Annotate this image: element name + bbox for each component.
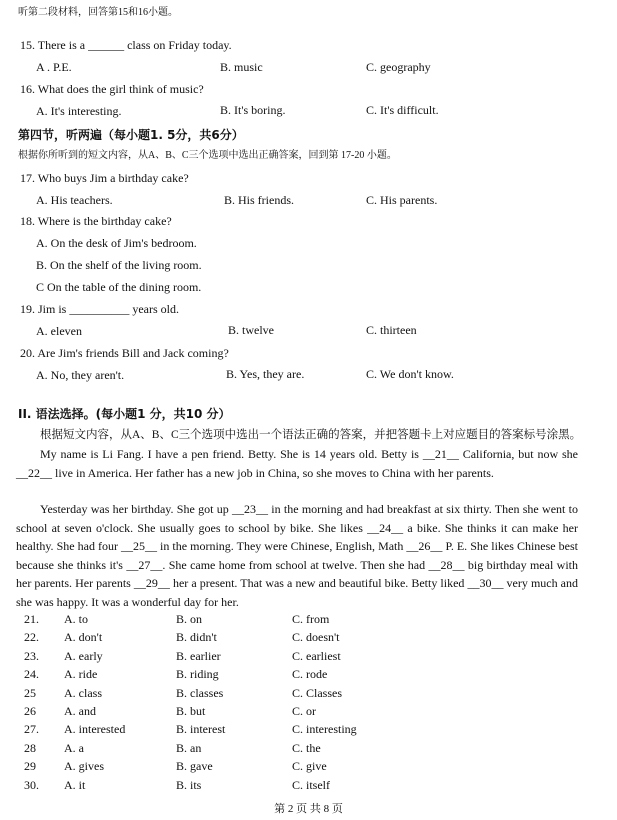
- grammar-instructions: 根据短文内容，从A、B、C三个选项中选出一个语法正确的答案，并把答题卡上对应题目的答案标号涂黑。: [40, 429, 582, 441]
- q20-option-c: C. We don't know.: [366, 367, 454, 381]
- passage-paragraph-2: Yesterday was her birthday. She got up __23__ in the morning and had breakfast at six thirty. Then she went to school at seven o'clock. She usually goes to school by bike. She likes __24__ a bike. She thinks it can make her healthy. She had four __25__ in the morning. They were Chinese, English, Math __26__ P. E. She likes Chinese best because she thinks it's __27__. She came home from school at twelve. Then she had __28__ big birthday meal with her parents. Her parents __29__ her a present. That was a new and beautiful bike. Betty liked __30__ very much and she was happy. It was a wonderful day for her.: [16, 502, 578, 609]
- q16-option-c: C. It's difficult.: [366, 103, 439, 117]
- q15-option-a: A . P.E.: [36, 60, 72, 74]
- grammar-option-a: A. don't: [64, 630, 103, 644]
- section4-instructions: 根据你所听到的短文内容，从A、B、C三个选项中选出正确答案，回到第 17-20 小题。: [18, 150, 397, 161]
- listening-part2-header: 听第二段材料，回答第15和16小题。: [18, 7, 178, 18]
- grammar-option-c: C. doesn't: [292, 630, 340, 644]
- grammar-option-c: C. Classes: [292, 686, 343, 700]
- grammar-item-number: 28: [24, 741, 36, 755]
- grammar-option-c: C. or: [292, 704, 316, 718]
- grammar-option-b: B. gave: [176, 759, 213, 773]
- grammar-option-a: A. it: [64, 778, 86, 792]
- q20-stem: 20. Are Jim's friends Bill and Jack coming?: [20, 346, 229, 360]
- q16-option-a: A. It's interesting.: [36, 104, 122, 118]
- q19-option-a: A. eleven: [36, 324, 82, 338]
- grammar-option-a: A. early: [64, 649, 103, 663]
- grammar-option-a: A. and: [64, 704, 96, 718]
- grammar-option-a: A. a: [64, 741, 84, 755]
- grammar-option-a: A. ride: [64, 667, 98, 681]
- grammar-option-c: C. give: [292, 759, 327, 773]
- grammar-option-a: A. gives: [64, 759, 104, 773]
- grammar-item-number: 26: [24, 704, 36, 718]
- q18-option-b: B. On the shelf of the living room.: [36, 258, 202, 272]
- grammar-option-c: C. from: [292, 612, 330, 626]
- q17-option-c: C. His parents.: [366, 193, 438, 207]
- q19-option-c: C. thirteen: [366, 323, 417, 337]
- q20-option-b: B. Yes, they are.: [226, 367, 305, 381]
- grammar-item-number: 23.: [24, 649, 39, 663]
- grammar-option-b: B. but: [176, 704, 206, 718]
- grammar-item-number: 30.: [24, 778, 39, 792]
- q15-stem: 15. There is a ______ class on Friday today.: [20, 38, 232, 52]
- q19-option-b: B. twelve: [228, 323, 274, 337]
- grammar-item-number: 29: [24, 759, 36, 773]
- grammar-item-number: 21.: [24, 612, 39, 626]
- grammar-option-c: C. interesting: [292, 722, 357, 736]
- q17-option-a: A. His teachers.: [36, 193, 113, 207]
- grammar-option-b: B. an: [176, 741, 202, 755]
- q20-option-a: A. No, they aren't.: [36, 368, 125, 382]
- q18-option-a: A. On the desk of Jim's bedroom.: [36, 236, 197, 250]
- grammar-title: II. 语法选择。(每小题1 分，共10 分）: [18, 407, 231, 421]
- grammar-item-number: 22.: [24, 630, 39, 644]
- passage-paragraph-1: My name is Li Fang. I have a pen friend. Betty. She is 14 years old. Betty is __21__ California, but now she __22__ live in America. Her father has a new job in China, so she moves to China with her parents.: [16, 447, 578, 480]
- grammar-option-c: C. itself: [292, 778, 330, 792]
- q18-stem: 18. Where is the birthday cake?: [20, 214, 172, 228]
- q19-stem: 19. Jim is __________ years old.: [20, 302, 179, 316]
- grammar-option-a: A. to: [64, 612, 88, 626]
- q16-stem: 16. What does the girl think of music?: [20, 82, 204, 96]
- grammar-option-a: A. interested: [64, 722, 126, 736]
- q15-option-c: C. geography: [366, 60, 431, 74]
- grammar-item-number: 25: [24, 686, 36, 700]
- q16-option-b: B. It's boring.: [220, 103, 286, 117]
- grammar-option-b: B. interest: [176, 722, 226, 736]
- page-footer: 第 2 页 共 8 页: [274, 803, 343, 815]
- grammar-option-b: B. its: [176, 778, 202, 792]
- grammar-option-b: B. classes: [176, 686, 224, 700]
- grammar-option-c: C. the: [292, 741, 321, 755]
- grammar-option-b: B. on: [176, 612, 203, 626]
- q15-option-b: B. music: [220, 60, 263, 74]
- q17-stem: 17. Who buys Jim a birthday cake?: [20, 171, 189, 185]
- grammar-item-number: 24.: [24, 667, 39, 681]
- grammar-item-number: 27.: [24, 722, 39, 736]
- grammar-option-b: B. didn't: [176, 630, 217, 644]
- q17-option-b: B. His friends.: [224, 193, 294, 207]
- grammar-option-b: B. earlier: [176, 649, 221, 663]
- grammar-option-c: C. rode: [292, 667, 328, 681]
- grammar-option-b: B. riding: [176, 667, 219, 681]
- section4-title: 第四节，听两遍（每小题1. 5分，共6分）: [18, 128, 244, 142]
- grammar-option-c: C. earliest: [292, 649, 341, 663]
- grammar-option-a: A. class: [64, 686, 102, 700]
- q18-option-c: C On the table of the dining room.: [36, 280, 202, 294]
